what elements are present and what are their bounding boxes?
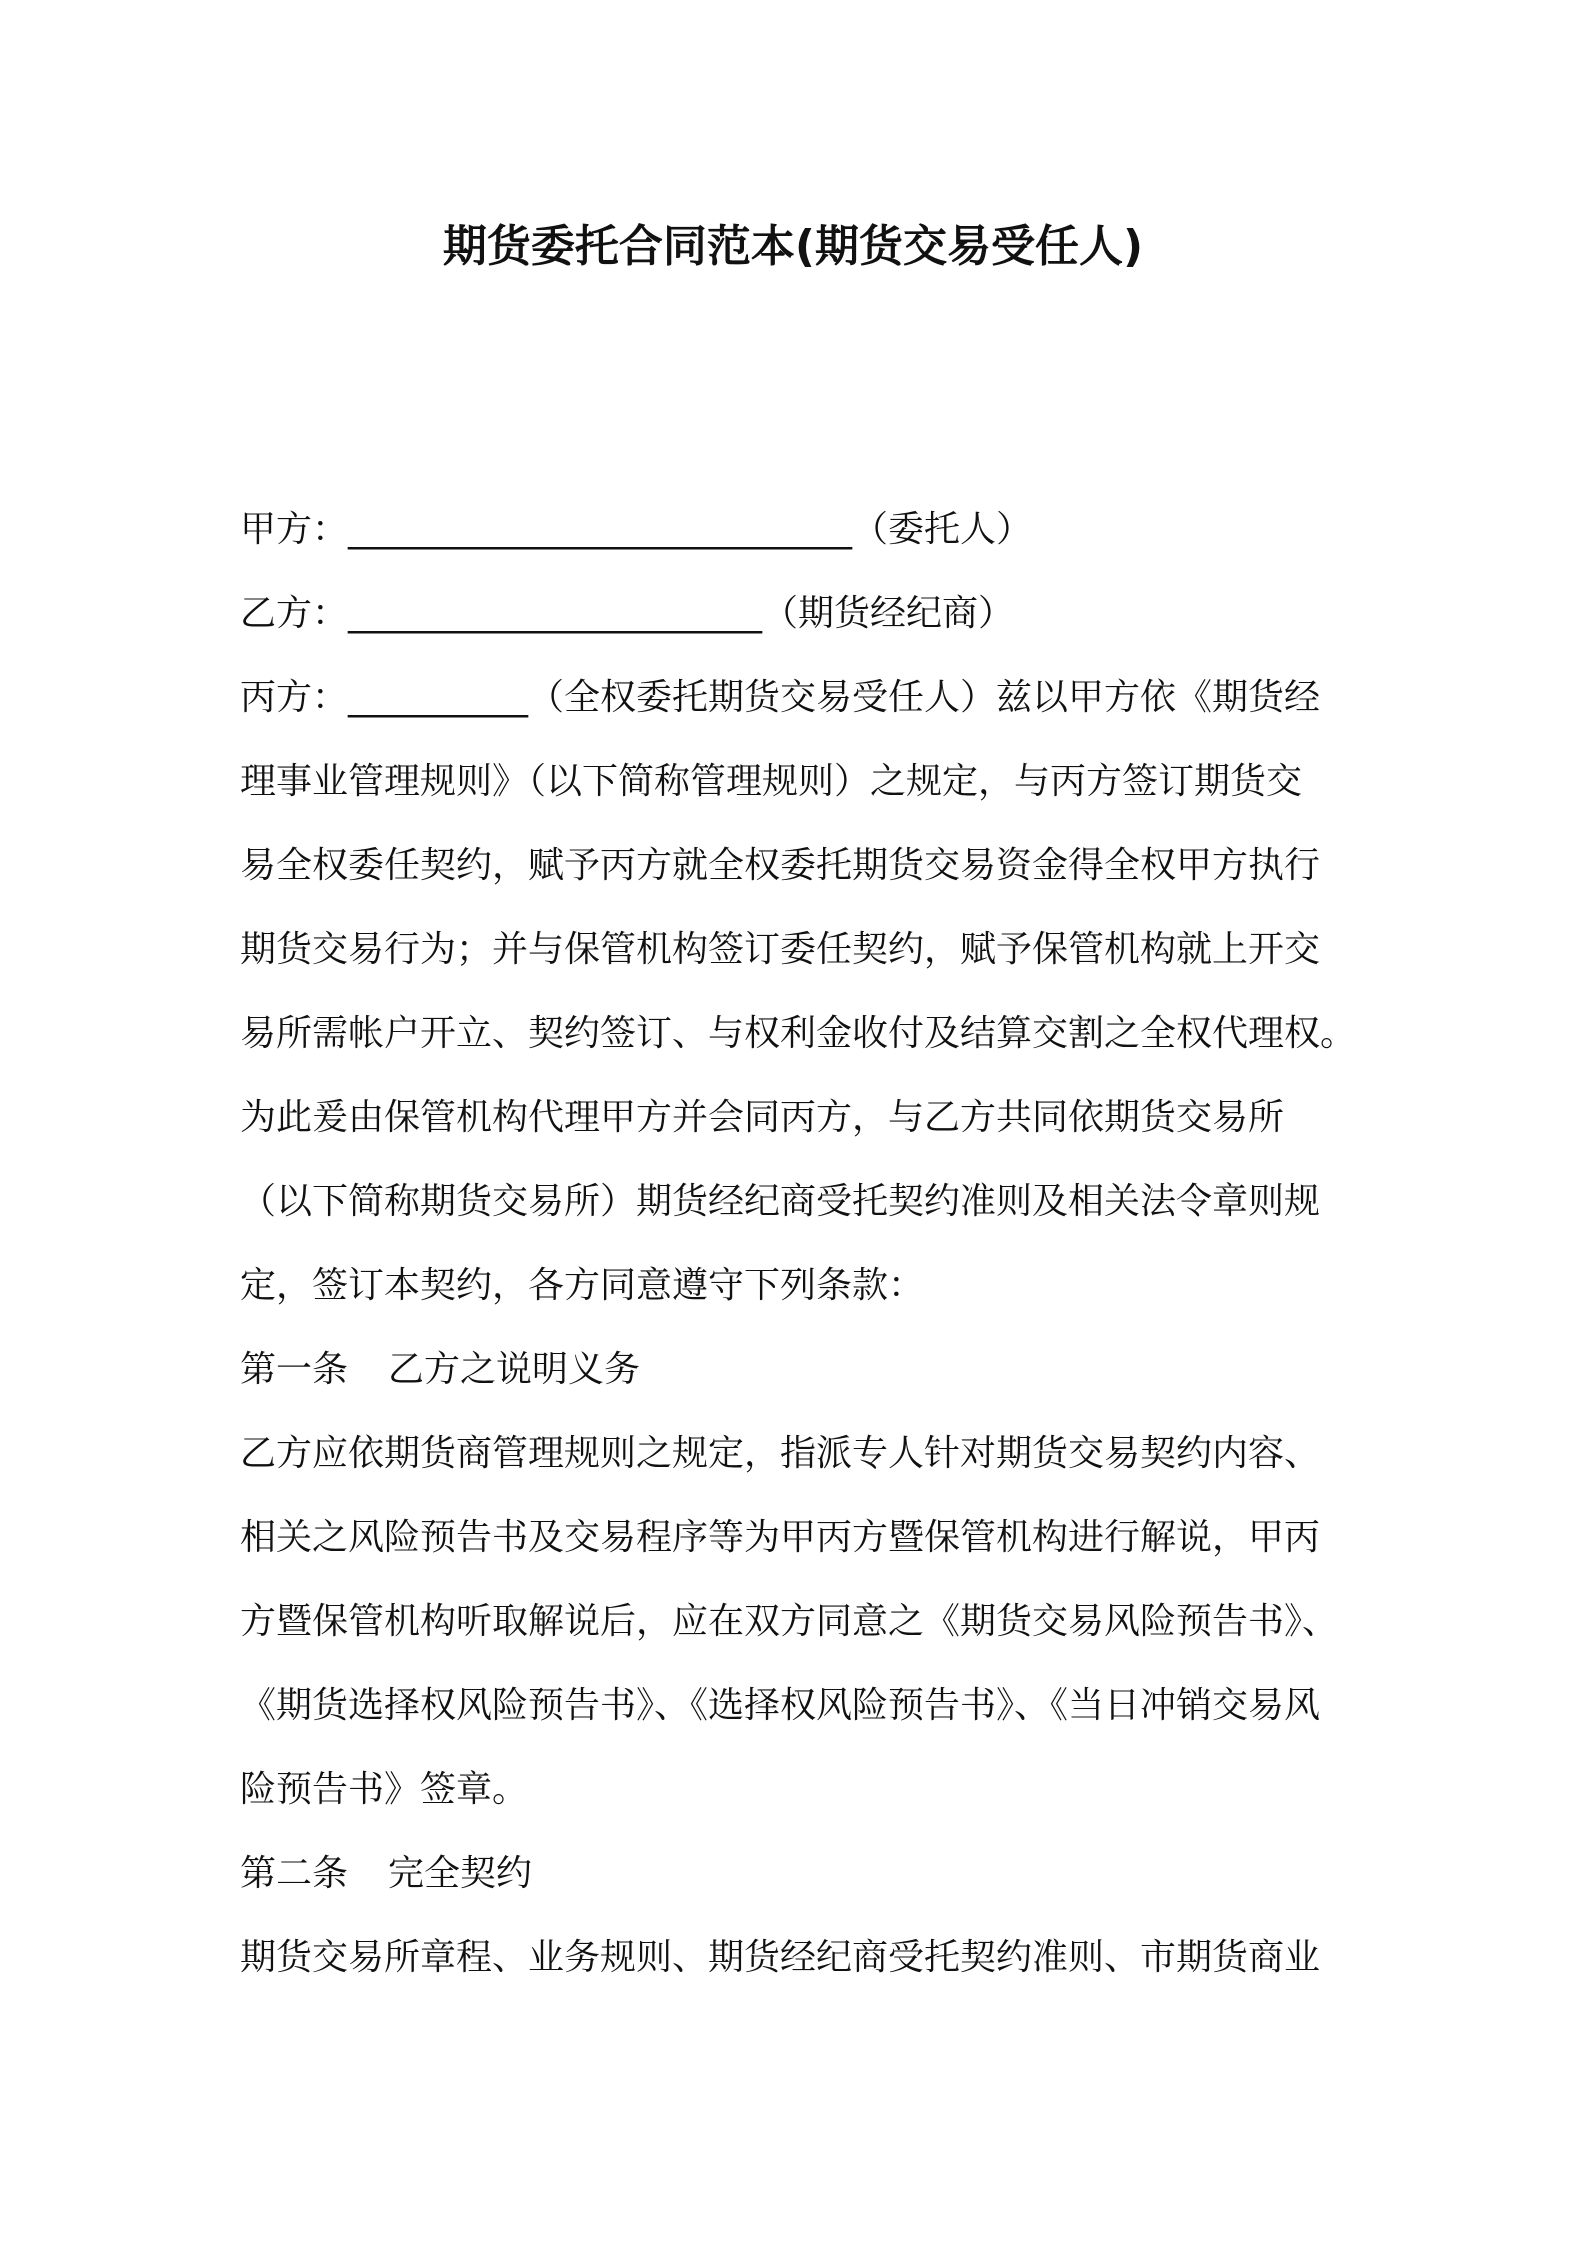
preamble-line: 易所需帐户开立、契约签订、与权利金收付及结算交割之全权代理权。 — [240, 1013, 1357, 1054]
preamble-line: 理事业管理规则》（以下简称管理规则）之规定，与丙方签订期货交 — [240, 761, 1303, 802]
party-a-line: 甲方：____________________________（委托人） — [240, 509, 1033, 550]
article-1-line: 方暨保管机构听取解说后，应在双方同意之《期货交易风险预告书》、 — [240, 1601, 1339, 1642]
preamble-line: 为此爰由保管机构代理甲方并会同丙方，与乙方共同依期货交易所 — [240, 1097, 1285, 1138]
article-2-title: 完全契约 — [388, 1853, 533, 1894]
preamble-line: 定，签订本契约，各方同意遵守下列条款： — [240, 1265, 925, 1306]
article-1-line: 险预告书》签章。 — [240, 1769, 529, 1810]
article-2-heading — [240, 1832, 1360, 1916]
document-body — [240, 488, 1360, 2000]
article-1-heading — [240, 1328, 1360, 1412]
article-2-line: 期货交易所章程、业务规则、期货经纪商受托契约准则、市期货商业 — [240, 1937, 1321, 1978]
party-c-line: 丙方：__________（全权委托期货交易受任人）兹以甲方依《期货经 — [240, 677, 1321, 718]
article-1-line: 《期货选择权风险预告书》、《选择权风险预告书》、《当日冲销交易风 — [240, 1685, 1321, 1726]
preamble-line: （以下简称期货交易所）期货经纪商受托契约准则及相关法令章则规 — [240, 1181, 1321, 1222]
party-b-line: 乙方：_______________________（期货经纪商） — [240, 593, 1015, 634]
article-1-line: 相关之风险预告书及交易程序等为甲丙方暨保管机构进行解说，甲丙 — [240, 1517, 1321, 1558]
article-1-title: 乙方之说明义务 — [388, 1349, 641, 1390]
preamble-line: 易全权委任契约，赋予丙方就全权委托期货交易资金得全权甲方执行 — [240, 845, 1321, 886]
preamble-line: 期货交易行为；并与保管机构签订委任契约，赋予保管机构就上开交 — [240, 929, 1321, 970]
article-1-line: 乙方应依期货商管理规则之规定，指派专人针对期货交易契约内容、 — [240, 1433, 1321, 1474]
article-1-number: 第一条 — [240, 1349, 349, 1390]
document-title: 期货委托合同范本(期货交易受任人) — [442, 221, 1144, 272]
article-2-number: 第二条 — [240, 1853, 349, 1894]
